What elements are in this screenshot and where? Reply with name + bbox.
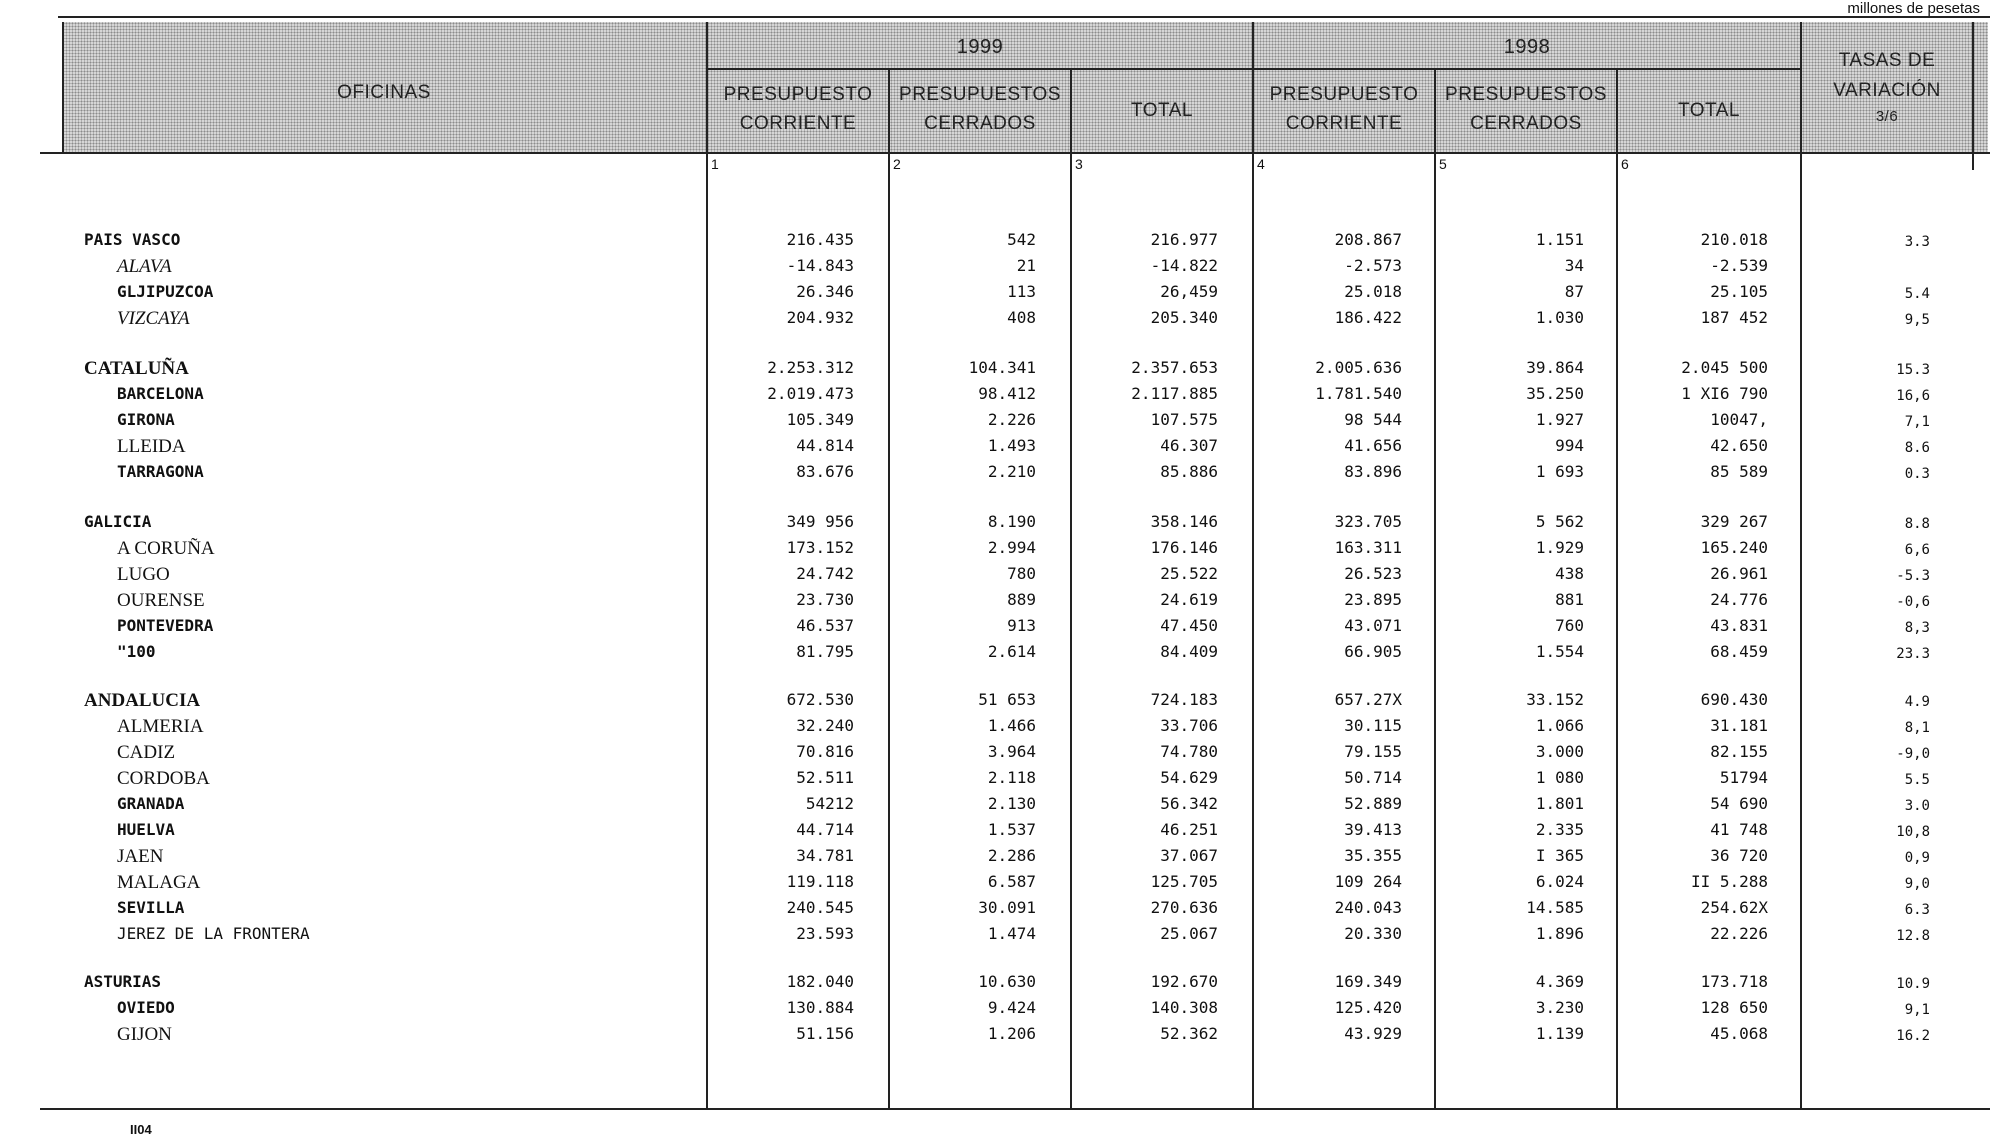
table-row xyxy=(0,230,2000,256)
office-name: CADIZ xyxy=(117,742,176,763)
cell-col-5: 1.139 xyxy=(1535,1024,1584,1043)
office-name: JAEN xyxy=(117,846,164,867)
cell-col-1: 2.019.473 xyxy=(767,384,854,403)
cell-col-2: 913 xyxy=(1007,616,1036,635)
cell-col-3: 216.977 xyxy=(1150,230,1218,249)
cell-col-4: 66.905 xyxy=(1344,642,1402,661)
table-row xyxy=(0,256,2000,282)
cell-col-1: 216.435 xyxy=(786,230,854,249)
office-name: ASTURIAS xyxy=(84,972,162,991)
cell-col-5: 1.896 xyxy=(1535,924,1584,943)
table-row xyxy=(0,846,2000,872)
cell-col-4: 50.714 xyxy=(1344,768,1402,787)
cell-col-2: 408 xyxy=(1007,308,1036,327)
cell-col-6: 41 748 xyxy=(1710,820,1768,839)
cell-col-3: 46.251 xyxy=(1160,820,1218,839)
cell-col-1: 182.040 xyxy=(786,972,854,991)
cell-col-2: 2.226 xyxy=(987,410,1036,429)
cell-col-2: 113 xyxy=(1007,282,1036,301)
cell-col-1: 24.742 xyxy=(796,564,854,583)
header-tasas-line3: 3/6 xyxy=(1875,108,1899,125)
cell-col-2: 104.341 xyxy=(968,358,1036,377)
header-pcer-line1: PRESUPUESTOS xyxy=(899,84,1061,105)
table-row xyxy=(0,410,2000,436)
table-row xyxy=(0,564,2000,590)
table-row xyxy=(0,462,2000,488)
col-number: 6 xyxy=(1621,156,1629,172)
cell-col-4: 163.311 xyxy=(1334,538,1402,557)
cell-col-7: 9,5 xyxy=(1904,312,1930,328)
cell-col-7: 5.4 xyxy=(1904,286,1930,302)
cell-col-7: 8,1 xyxy=(1904,720,1930,736)
table-row xyxy=(0,436,2000,462)
cell-col-2: 21 xyxy=(1016,256,1036,275)
cell-col-6: 24.776 xyxy=(1710,590,1768,609)
table-row xyxy=(0,742,2000,768)
cell-col-7: 4.9 xyxy=(1904,694,1930,710)
cell-col-2: 30.091 xyxy=(978,898,1036,917)
cell-col-2: 1.474 xyxy=(987,924,1036,943)
office-name: HUELVA xyxy=(117,820,175,839)
cell-col-3: 25.067 xyxy=(1160,924,1218,943)
cell-col-5: 994 xyxy=(1555,436,1584,455)
cell-col-3: 47.450 xyxy=(1160,616,1218,635)
cell-col-4: 79.155 xyxy=(1344,742,1402,761)
table-row xyxy=(0,282,2000,308)
office-name: TARRAGONA xyxy=(117,462,204,481)
cell-col-6: 82.155 xyxy=(1710,742,1768,761)
header-tasas xyxy=(1802,50,1972,125)
table-row xyxy=(0,820,2000,846)
cell-col-6: 187 452 xyxy=(1700,308,1768,327)
cell-col-7: -0,6 xyxy=(1896,594,1930,610)
cell-col-5: 4.369 xyxy=(1535,972,1584,991)
cell-col-2: 2.118 xyxy=(987,768,1036,787)
cell-col-4: 125.420 xyxy=(1334,998,1402,1017)
cell-col-4: 1.781.540 xyxy=(1315,384,1402,403)
table-row xyxy=(0,690,2000,716)
cell-col-3: 270.636 xyxy=(1150,898,1218,917)
header-pc-line1: PRESUPUESTO xyxy=(723,84,873,105)
cell-col-5: 1 693 xyxy=(1535,462,1584,481)
cell-col-4: -2.573 xyxy=(1344,256,1402,275)
office-name: OURENSE xyxy=(117,590,205,611)
header-total-1999: TOTAL xyxy=(1131,100,1193,121)
cell-col-6: 690.430 xyxy=(1700,690,1768,709)
office-name: GIJON xyxy=(117,1024,172,1045)
office-name: LLEIDA xyxy=(117,436,186,457)
table-row xyxy=(0,768,2000,794)
cell-col-6: 45.068 xyxy=(1710,1024,1768,1043)
cell-col-6: 210.018 xyxy=(1700,230,1768,249)
page-number: II04 xyxy=(130,1122,152,1137)
office-name: JEREZ DE LA FRONTERA xyxy=(117,924,310,943)
cell-col-6: 165.240 xyxy=(1700,538,1768,557)
cell-col-4: 43.929 xyxy=(1344,1024,1402,1043)
cell-col-1: 204.932 xyxy=(786,308,854,327)
header-pc-line1: PRESUPUESTO xyxy=(1269,84,1419,105)
cell-col-4: 323.705 xyxy=(1334,512,1402,531)
cell-col-3: 2.357.653 xyxy=(1131,358,1218,377)
col-number: 5 xyxy=(1439,156,1447,172)
cell-col-3: 140.308 xyxy=(1150,998,1218,1017)
cell-col-4: 30.115 xyxy=(1344,716,1402,735)
cell-col-3: -14.822 xyxy=(1150,256,1218,275)
table-row xyxy=(0,872,2000,898)
office-name: CORDOBA xyxy=(117,768,210,789)
header-pcer-line2: CERRADOS xyxy=(1470,113,1582,134)
header-pcer-line2: CERRADOS xyxy=(924,113,1036,134)
cell-col-5: 39.864 xyxy=(1526,358,1584,377)
table-row xyxy=(0,358,2000,384)
cell-col-2: 2.286 xyxy=(987,846,1036,865)
cell-col-7: 5.5 xyxy=(1904,772,1930,788)
cell-col-7: 23.3 xyxy=(1896,646,1930,662)
cell-col-6: -2.539 xyxy=(1710,256,1768,275)
cell-col-6: 68.459 xyxy=(1710,642,1768,661)
top-rule xyxy=(58,16,1990,18)
cell-col-6: 26.961 xyxy=(1710,564,1768,583)
cell-col-5: 1.151 xyxy=(1535,230,1584,249)
cell-col-7: 3.0 xyxy=(1904,798,1930,814)
cell-col-1: -14.843 xyxy=(786,256,854,275)
cell-col-7: -9,0 xyxy=(1896,746,1930,762)
cell-col-1: 23.593 xyxy=(796,924,854,943)
bottom-rule xyxy=(40,1108,1990,1110)
cell-col-3: 37.067 xyxy=(1160,846,1218,865)
col-number: 1 xyxy=(711,156,719,172)
cell-col-6: 22.226 xyxy=(1710,924,1768,943)
office-name: ALMERIA xyxy=(117,716,204,737)
cell-col-4: 20.330 xyxy=(1344,924,1402,943)
cell-col-7: 0.3 xyxy=(1904,466,1930,482)
cell-col-3: 125.705 xyxy=(1150,872,1218,891)
cell-col-7: 0,9 xyxy=(1904,850,1930,866)
cell-col-7: 12.8 xyxy=(1896,928,1930,944)
cell-col-3: 85.886 xyxy=(1160,462,1218,481)
header-pc-1999 xyxy=(708,84,888,135)
cell-col-4: 2.005.636 xyxy=(1315,358,1402,377)
cell-col-5: 5 562 xyxy=(1535,512,1584,531)
cell-col-3: 25.522 xyxy=(1160,564,1218,583)
cell-col-6: 254.62X xyxy=(1700,898,1768,917)
cell-col-7: -5.3 xyxy=(1896,568,1930,584)
cell-col-1: 32.240 xyxy=(796,716,854,735)
cell-col-2: 2.210 xyxy=(987,462,1036,481)
cell-col-2: 780 xyxy=(1007,564,1036,583)
cell-col-2: 51 653 xyxy=(978,690,1036,709)
office-name: GRANADA xyxy=(117,794,185,813)
cell-col-2: 10.630 xyxy=(978,972,1036,991)
cell-col-5: 1.929 xyxy=(1535,538,1584,557)
office-name: PONTEVEDRA xyxy=(117,616,214,635)
table-row xyxy=(0,308,2000,334)
office-name: BARCELONA xyxy=(117,384,204,403)
cell-col-5: 1.801 xyxy=(1535,794,1584,813)
table-row xyxy=(0,924,2000,950)
cell-col-2: 1.493 xyxy=(987,436,1036,455)
cell-col-6: 85 589 xyxy=(1710,462,1768,481)
office-name: VIZCAYA xyxy=(117,308,190,329)
cell-col-3: 176.146 xyxy=(1150,538,1218,557)
table-row xyxy=(0,1024,2000,1050)
cell-col-4: 26.523 xyxy=(1344,564,1402,583)
cell-col-5: 3.230 xyxy=(1535,998,1584,1017)
cell-col-7: 3.3 xyxy=(1904,234,1930,250)
cell-col-1: 26.346 xyxy=(796,282,854,301)
cell-col-2: 889 xyxy=(1007,590,1036,609)
table-row xyxy=(0,642,2000,668)
cell-col-3: 74.780 xyxy=(1160,742,1218,761)
cell-col-5: 760 xyxy=(1555,616,1584,635)
office-name: LUGO xyxy=(117,564,170,585)
cell-col-3: 26,459 xyxy=(1160,282,1218,301)
cell-col-7: 16,6 xyxy=(1896,388,1930,404)
cell-col-3: 84.409 xyxy=(1160,642,1218,661)
header-pcer-1999 xyxy=(890,84,1070,135)
cell-col-1: 44.814 xyxy=(796,436,854,455)
cell-col-3: 54.629 xyxy=(1160,768,1218,787)
col-number: 2 xyxy=(893,156,901,172)
units-note: millones de pesetas xyxy=(1847,0,1980,17)
table-row xyxy=(0,512,2000,538)
cell-col-2: 1.537 xyxy=(987,820,1036,839)
cell-col-6: 10047, xyxy=(1710,410,1768,429)
header-bottom-line xyxy=(40,152,1990,154)
cell-col-6: II 5.288 xyxy=(1690,872,1768,891)
cell-col-3: 107.575 xyxy=(1150,410,1218,429)
cell-col-7: 8.6 xyxy=(1904,440,1930,456)
cell-col-2: 1.206 xyxy=(987,1024,1036,1043)
cell-col-5: I 365 xyxy=(1535,846,1584,865)
header-total-1998: TOTAL xyxy=(1678,100,1740,121)
col-number: 3 xyxy=(1075,156,1083,172)
cell-col-6: 42.650 xyxy=(1710,436,1768,455)
header-tasas-line2: VARIACIÓN xyxy=(1833,80,1941,101)
cell-col-4: 240.043 xyxy=(1334,898,1402,917)
cell-col-1: 52.511 xyxy=(796,768,854,787)
office-name: CATALUÑA xyxy=(84,358,189,379)
cell-col-3: 24.619 xyxy=(1160,590,1218,609)
year-divider-line xyxy=(708,68,1800,70)
cell-col-7: 10.9 xyxy=(1896,976,1930,992)
table-row xyxy=(0,538,2000,564)
cell-col-5: 34 xyxy=(1564,256,1584,275)
table-row xyxy=(0,616,2000,642)
cell-col-1: 23.730 xyxy=(796,590,854,609)
cell-col-4: 83.896 xyxy=(1344,462,1402,481)
cell-col-2: 2.130 xyxy=(987,794,1036,813)
cell-col-1: 240.545 xyxy=(786,898,854,917)
cell-col-1: 70.816 xyxy=(796,742,854,761)
cell-col-4: 35.355 xyxy=(1344,846,1402,865)
cell-col-3: 205.340 xyxy=(1150,308,1218,327)
office-name: OVIEDO xyxy=(117,998,175,1017)
cell-col-5: 1.927 xyxy=(1535,410,1584,429)
cell-col-2: 9.424 xyxy=(987,998,1036,1017)
cell-col-1: 173.152 xyxy=(786,538,854,557)
right-border xyxy=(1972,22,1974,170)
cell-col-2: 2.614 xyxy=(987,642,1036,661)
header-year-1999: 1999 xyxy=(956,36,1004,58)
header-oficinas: OFICINAS xyxy=(337,82,431,103)
office-name: A CORUÑA xyxy=(117,538,215,559)
office-name: PAIS VASCO xyxy=(84,230,181,249)
cell-col-2: 3.964 xyxy=(987,742,1036,761)
cell-col-6: 173.718 xyxy=(1700,972,1768,991)
cell-col-6: 54 690 xyxy=(1710,794,1768,813)
cell-col-2: 98.412 xyxy=(978,384,1036,403)
cell-col-4: 109 264 xyxy=(1334,872,1402,891)
cell-col-2: 542 xyxy=(1007,230,1036,249)
office-name: MALAGA xyxy=(117,872,201,893)
cell-col-7: 6,6 xyxy=(1904,542,1930,558)
table-row xyxy=(0,998,2000,1024)
cell-col-7: 9,1 xyxy=(1904,1002,1930,1018)
cell-col-2: 2.994 xyxy=(987,538,1036,557)
cell-col-4: 39.413 xyxy=(1344,820,1402,839)
cell-col-7: 6.3 xyxy=(1904,902,1930,918)
cell-col-7: 7,1 xyxy=(1904,414,1930,430)
header-pcer-1998 xyxy=(1436,84,1616,135)
cell-col-4: 23.895 xyxy=(1344,590,1402,609)
table-row xyxy=(0,384,2000,410)
table-row xyxy=(0,898,2000,924)
cell-col-3: 46.307 xyxy=(1160,436,1218,455)
cell-col-7: 9,0 xyxy=(1904,876,1930,892)
cell-col-6: 329 267 xyxy=(1700,512,1768,531)
cell-col-6: 25.105 xyxy=(1710,282,1768,301)
cell-col-3: 33.706 xyxy=(1160,716,1218,735)
office-name: SEVILLA xyxy=(117,898,185,917)
header-pc-line2: CORRIENTE xyxy=(1285,113,1403,134)
cell-col-4: 98 544 xyxy=(1344,410,1402,429)
header-tasas-line1: TASAS DE xyxy=(1838,50,1936,71)
cell-col-4: 43.071 xyxy=(1344,616,1402,635)
cell-col-7: 8,3 xyxy=(1904,620,1930,636)
cell-col-1: 119.118 xyxy=(786,872,854,891)
cell-col-3: 56.342 xyxy=(1160,794,1218,813)
cell-col-1: 81.795 xyxy=(796,642,854,661)
cell-col-3: 52.362 xyxy=(1160,1024,1218,1043)
cell-col-6: 36 720 xyxy=(1710,846,1768,865)
header-pcer-line1: PRESUPUESTOS xyxy=(1445,84,1607,105)
cell-col-5: 1.030 xyxy=(1535,308,1584,327)
cell-col-4: 41.656 xyxy=(1344,436,1402,455)
cell-col-7: 10,8 xyxy=(1896,824,1930,840)
header-pc-line2: CORRIENTE xyxy=(739,113,857,134)
office-name: "100 xyxy=(117,642,156,661)
cell-col-5: 3.000 xyxy=(1535,742,1584,761)
cell-col-2: 1.466 xyxy=(987,716,1036,735)
cell-col-1: 54212 xyxy=(805,794,854,813)
cell-col-6: 2.045 500 xyxy=(1681,358,1768,377)
cell-col-3: 2.117.885 xyxy=(1131,384,1218,403)
cell-col-4: 52.889 xyxy=(1344,794,1402,813)
cell-col-4: 657.27X xyxy=(1334,690,1402,709)
office-name: ALAVA xyxy=(117,256,172,277)
cell-col-5: 87 xyxy=(1564,282,1584,301)
cell-col-3: 358.146 xyxy=(1150,512,1218,531)
cell-col-5: 33.152 xyxy=(1526,690,1584,709)
cell-col-4: 25.018 xyxy=(1344,282,1402,301)
cell-col-5: 6.024 xyxy=(1535,872,1584,891)
cell-col-3: 192.670 xyxy=(1150,972,1218,991)
cell-col-6: 31.181 xyxy=(1710,716,1768,735)
table-row xyxy=(0,972,2000,998)
cell-col-3: 724.183 xyxy=(1150,690,1218,709)
cell-col-6: 128 650 xyxy=(1700,998,1768,1017)
cell-col-1: 672.530 xyxy=(786,690,854,709)
cell-col-5: 14.585 xyxy=(1526,898,1584,917)
cell-col-1: 83.676 xyxy=(796,462,854,481)
cell-col-7: 16.2 xyxy=(1896,1028,1930,1044)
cell-col-2: 6.587 xyxy=(987,872,1036,891)
table-row xyxy=(0,794,2000,820)
office-name: ANDALUCIA xyxy=(84,690,201,711)
cell-col-2: 8.190 xyxy=(987,512,1036,531)
table-row xyxy=(0,590,2000,616)
cell-col-4: 186.422 xyxy=(1334,308,1402,327)
cell-col-5: 2.335 xyxy=(1535,820,1584,839)
cell-col-1: 349 956 xyxy=(786,512,854,531)
cell-col-1: 130.884 xyxy=(786,998,854,1017)
office-name: GIRONA xyxy=(117,410,175,429)
cell-col-1: 46.537 xyxy=(796,616,854,635)
col-number: 4 xyxy=(1257,156,1265,172)
header-pc-1998 xyxy=(1254,84,1434,135)
cell-col-6: 1 XI6 790 xyxy=(1681,384,1768,403)
cell-col-7: 8.8 xyxy=(1904,516,1930,532)
cell-col-4: 169.349 xyxy=(1334,972,1402,991)
cell-col-5: 438 xyxy=(1555,564,1584,583)
cell-col-5: 881 xyxy=(1555,590,1584,609)
cell-col-1: 2.253.312 xyxy=(767,358,854,377)
header-year-1998: 1998 xyxy=(1503,36,1551,58)
office-name: GLJIPUZCOA xyxy=(117,282,214,301)
cell-col-1: 34.781 xyxy=(796,846,854,865)
cell-col-5: 35.250 xyxy=(1526,384,1584,403)
cell-col-7: 15.3 xyxy=(1896,362,1930,378)
cell-col-1: 44.714 xyxy=(796,820,854,839)
cell-col-5: 1.066 xyxy=(1535,716,1584,735)
cell-col-6: 43.831 xyxy=(1710,616,1768,635)
cell-col-6: 51794 xyxy=(1719,768,1768,787)
cell-col-4: 208.867 xyxy=(1334,230,1402,249)
cell-col-1: 51.156 xyxy=(796,1024,854,1043)
office-name: GALICIA xyxy=(84,512,152,531)
cell-col-1: 105.349 xyxy=(786,410,854,429)
cell-col-5: 1.554 xyxy=(1535,642,1584,661)
table-row xyxy=(0,716,2000,742)
cell-col-5: 1 080 xyxy=(1535,768,1584,787)
